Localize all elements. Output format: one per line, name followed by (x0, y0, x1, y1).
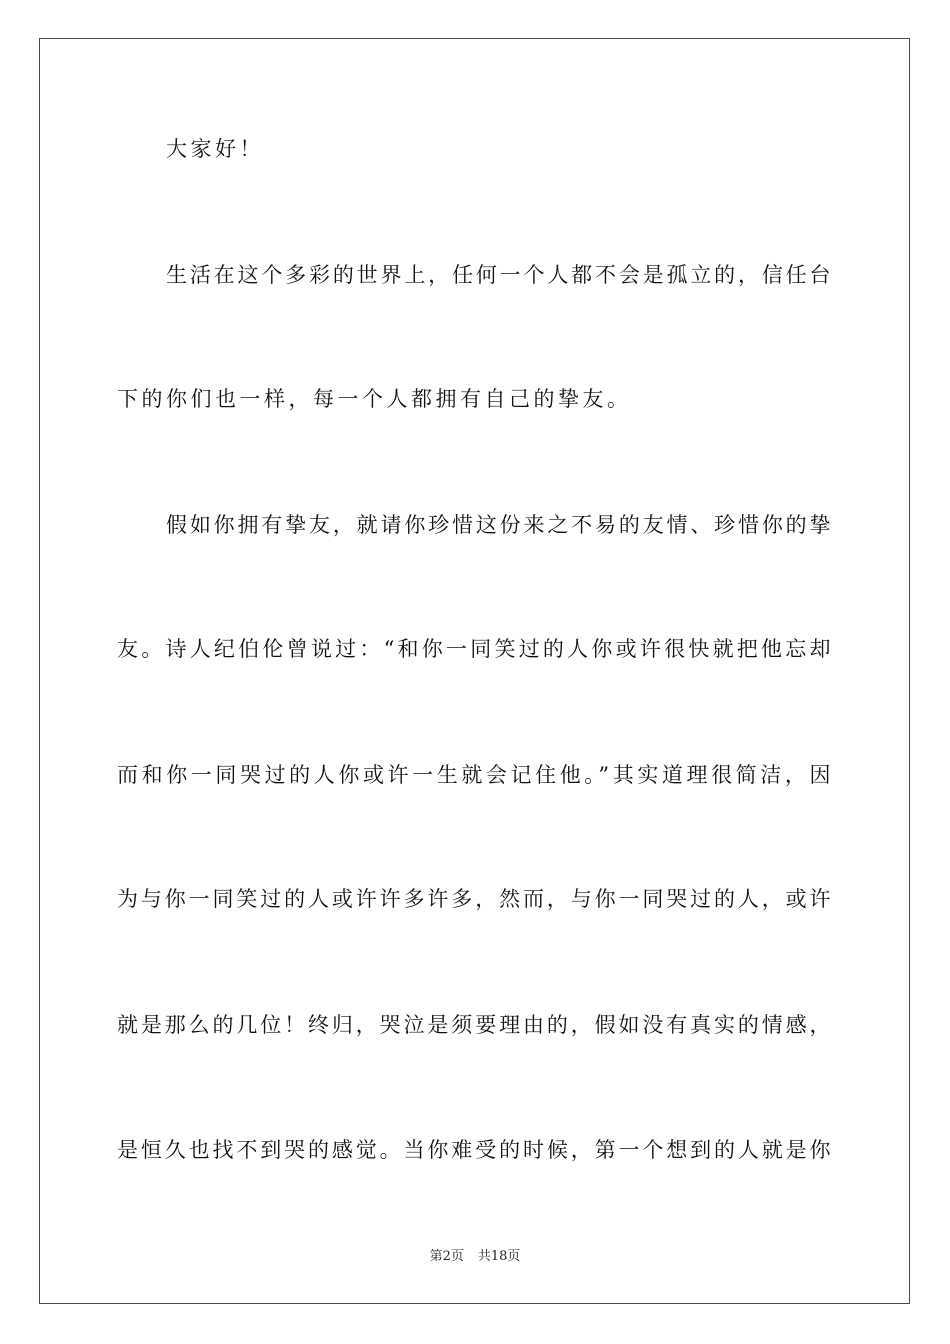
paragraph-2-line-4: 为与你一同笑过的人或许许多许多，然而，与你一同哭过的人，或许 (117, 887, 831, 911)
paragraph-2-line-5: 就是那么的几位！终归，哭泣是须要理由的，假如没有真实的情感， (117, 1013, 831, 1037)
greeting-line: 大家好！ (166, 137, 264, 161)
paragraph-2-line-2: 友。诗人纪伯伦曾说过：“和你一同笑过的人你或许很快就把他忘却 (117, 637, 831, 661)
paragraph-2-line-3: 而和你一同哭过的人你或许一生就会记住他。”其实道理很简洁，因 (117, 763, 831, 787)
paragraph-1-line-2: 下的你们也一样，每一个人都拥有自己的挚友。 (117, 387, 632, 411)
paragraph-1-line-1: 生活在这个多彩的世界上，任何一个人都不会是孤立的，信任台 (166, 263, 831, 287)
paragraph-2-line-6: 是恒久也找不到哭的感觉。当你难受的时候，第一个想到的人就是你 (117, 1138, 831, 1162)
page-number: 第2页 (429, 1249, 464, 1264)
paragraph-2-line-1: 假如你拥有挚友，就请你珍惜这份来之不易的友情、珍惜你的挚 (166, 513, 831, 537)
page-footer (0, 1248, 950, 1266)
page-border (39, 38, 910, 1304)
page-total: 共18页 (477, 1249, 521, 1264)
